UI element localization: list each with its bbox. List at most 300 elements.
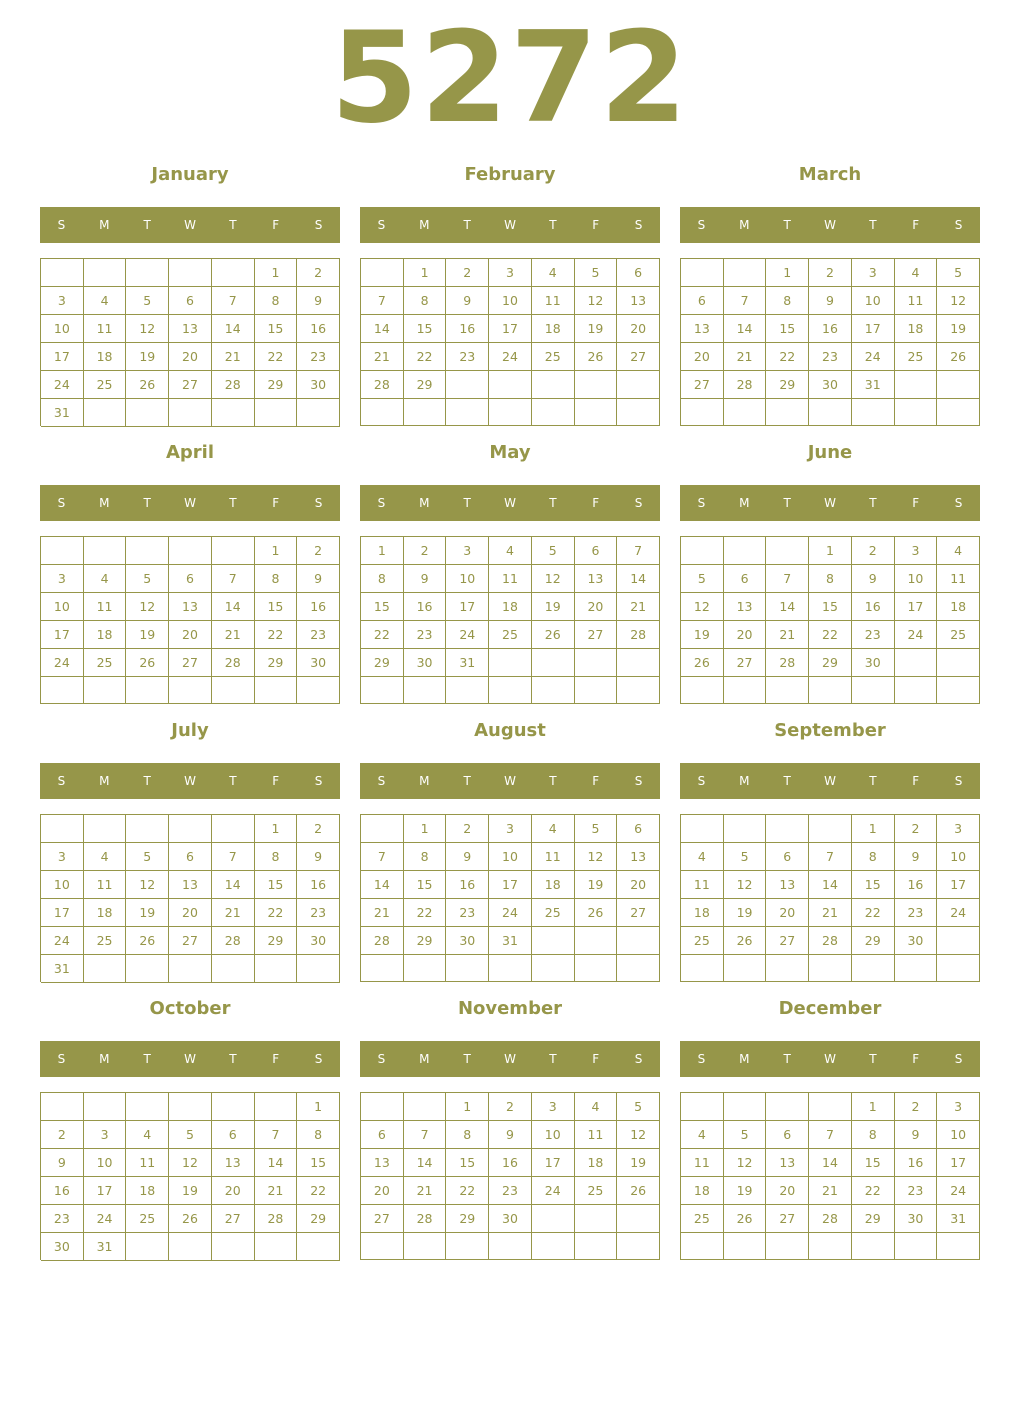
day-cell: 5 <box>126 565 169 593</box>
day-cell: 8 <box>446 1121 489 1149</box>
day-grid <box>40 814 340 982</box>
empty-day-cell <box>446 371 489 399</box>
day-cell: 12 <box>937 287 980 315</box>
day-grid <box>360 814 660 982</box>
day-cell: 15 <box>255 871 298 899</box>
day-cell: 29 <box>809 649 852 677</box>
empty-day-cell <box>489 371 532 399</box>
day-cell: 27 <box>724 649 767 677</box>
day-cell: 6 <box>766 843 809 871</box>
day-cell: 28 <box>766 649 809 677</box>
weekday-header <box>680 485 980 521</box>
empty-day-cell <box>255 677 298 704</box>
day-cell: 10 <box>937 843 980 871</box>
weekday-label: T <box>463 1052 471 1066</box>
day-cell: 31 <box>41 399 84 427</box>
day-cell: 1 <box>297 1093 340 1121</box>
day-cell: 22 <box>255 899 298 927</box>
day-cell: 4 <box>126 1121 169 1149</box>
weekday-label: W <box>504 774 516 788</box>
day-cell: 30 <box>446 927 489 955</box>
day-cell: 21 <box>212 621 255 649</box>
day-cell: 13 <box>169 871 212 899</box>
day-cell: 10 <box>446 565 489 593</box>
day-cell: 18 <box>84 899 127 927</box>
day-cell: 10 <box>852 287 895 315</box>
day-cell: 9 <box>895 1121 938 1149</box>
month-november <box>360 994 660 1264</box>
empty-day-cell <box>809 677 852 704</box>
day-grid <box>360 536 660 704</box>
weekday-label: M <box>739 774 750 788</box>
empty-day-cell <box>617 649 660 677</box>
weekday-label: T <box>463 496 471 510</box>
month-name: December <box>778 998 882 1019</box>
day-cell: 24 <box>446 621 489 649</box>
empty-day-cell <box>809 399 852 426</box>
day-cell: 19 <box>126 343 169 371</box>
day-cell: 21 <box>724 343 767 371</box>
day-cell: 15 <box>255 315 298 343</box>
day-cell: 29 <box>255 649 298 677</box>
empty-day-cell <box>361 955 404 982</box>
day-cell: 24 <box>41 927 84 955</box>
day-cell: 20 <box>617 315 660 343</box>
empty-day-cell <box>852 677 895 704</box>
day-grid <box>680 536 980 704</box>
day-cell: 11 <box>532 287 575 315</box>
day-cell: 11 <box>489 565 532 593</box>
weekday-label: T <box>229 218 237 232</box>
weekday-label: M <box>99 218 110 232</box>
day-cell: 2 <box>404 537 447 565</box>
empty-day-cell <box>404 1093 447 1121</box>
weekday-label: F <box>912 1052 920 1066</box>
month-name: November <box>457 998 563 1019</box>
empty-day-cell <box>126 955 169 983</box>
day-cell: 5 <box>532 537 575 565</box>
day-cell: 22 <box>809 621 852 649</box>
day-cell: 2 <box>809 259 852 287</box>
empty-day-cell <box>297 1233 340 1261</box>
day-cell: 10 <box>937 1121 980 1149</box>
weekday-header <box>360 207 660 243</box>
day-cell: 21 <box>809 1177 852 1205</box>
day-cell: 5 <box>617 1093 660 1121</box>
empty-day-cell <box>41 537 84 565</box>
empty-day-cell <box>489 1233 532 1260</box>
day-grid <box>40 1092 340 1260</box>
empty-day-cell <box>895 1233 938 1260</box>
day-cell: 21 <box>255 1177 298 1205</box>
day-cell: 13 <box>212 1149 255 1177</box>
day-cell: 16 <box>446 871 489 899</box>
weekday-label: T <box>463 218 471 232</box>
day-cell: 30 <box>404 649 447 677</box>
weekday-label: S <box>634 218 643 232</box>
day-cell: 13 <box>169 315 212 343</box>
day-cell: 1 <box>255 537 298 565</box>
day-cell: 25 <box>489 621 532 649</box>
weekday-label: S <box>954 774 963 788</box>
day-cell: 5 <box>126 843 169 871</box>
day-cell: 15 <box>255 593 298 621</box>
day-cell: 26 <box>126 927 169 955</box>
empty-day-cell <box>446 399 489 426</box>
weekday-label: T <box>869 774 877 788</box>
weekday-header <box>680 1041 980 1077</box>
empty-day-cell <box>255 1093 298 1121</box>
day-cell: 17 <box>41 621 84 649</box>
day-cell: 26 <box>126 649 169 677</box>
day-cell: 24 <box>937 1177 980 1205</box>
empty-day-cell <box>937 677 980 704</box>
day-cell: 7 <box>724 287 767 315</box>
empty-day-cell <box>766 1233 809 1260</box>
empty-day-cell <box>617 677 660 704</box>
empty-day-cell <box>617 371 660 399</box>
empty-day-cell <box>617 927 660 955</box>
empty-day-cell <box>532 1233 575 1260</box>
empty-day-cell <box>255 399 298 427</box>
weekday-label: F <box>592 218 600 232</box>
day-cell: 28 <box>212 649 255 677</box>
empty-day-cell <box>852 955 895 982</box>
year-title: 5272 <box>330 4 690 151</box>
weekday-label: S <box>57 1052 66 1066</box>
weekday-label: W <box>824 218 836 232</box>
day-cell: 20 <box>724 621 767 649</box>
day-cell: 29 <box>361 649 404 677</box>
day-cell: 17 <box>446 593 489 621</box>
weekday-label: M <box>99 1052 110 1066</box>
month-name: October <box>149 998 231 1019</box>
day-cell: 4 <box>84 565 127 593</box>
weekday-label: F <box>592 496 600 510</box>
empty-day-cell <box>126 1233 169 1261</box>
day-cell: 7 <box>212 565 255 593</box>
day-cell: 11 <box>937 565 980 593</box>
empty-day-cell <box>681 1093 724 1121</box>
day-cell: 14 <box>617 565 660 593</box>
day-cell: 4 <box>532 259 575 287</box>
weekday-label: M <box>99 496 110 510</box>
day-cell: 17 <box>489 871 532 899</box>
day-cell: 31 <box>84 1233 127 1261</box>
day-cell: 11 <box>681 1149 724 1177</box>
day-cell: 30 <box>895 1205 938 1233</box>
weekday-label: F <box>912 218 920 232</box>
day-cell: 8 <box>404 287 447 315</box>
empty-day-cell <box>766 955 809 982</box>
weekday-label: M <box>739 1052 750 1066</box>
day-cell: 17 <box>937 1149 980 1177</box>
day-cell: 27 <box>681 371 724 399</box>
empty-day-cell <box>255 955 298 983</box>
day-cell: 2 <box>297 537 340 565</box>
day-cell: 14 <box>212 871 255 899</box>
day-cell: 14 <box>212 315 255 343</box>
empty-day-cell <box>766 1093 809 1121</box>
weekday-header <box>680 763 980 799</box>
day-cell: 30 <box>489 1205 532 1233</box>
day-cell: 26 <box>575 343 618 371</box>
day-cell: 25 <box>575 1177 618 1205</box>
day-cell: 7 <box>766 565 809 593</box>
weekday-label: S <box>377 218 386 232</box>
day-cell: 10 <box>895 565 938 593</box>
day-cell: 23 <box>809 343 852 371</box>
day-cell: 10 <box>532 1121 575 1149</box>
day-cell: 25 <box>937 621 980 649</box>
day-cell: 31 <box>489 927 532 955</box>
empty-day-cell <box>724 1093 767 1121</box>
month-may <box>360 438 660 708</box>
day-cell: 22 <box>852 899 895 927</box>
weekday-label: M <box>739 496 750 510</box>
empty-day-cell <box>212 537 255 565</box>
day-cell: 9 <box>852 565 895 593</box>
day-cell: 2 <box>446 259 489 287</box>
day-cell: 14 <box>404 1149 447 1177</box>
empty-day-cell <box>404 399 447 426</box>
weekday-label: S <box>377 1052 386 1066</box>
day-cell: 16 <box>404 593 447 621</box>
empty-day-cell <box>84 537 127 565</box>
day-cell: 12 <box>126 593 169 621</box>
weekday-label: T <box>869 496 877 510</box>
weekday-header <box>40 207 340 243</box>
weekday-label: S <box>634 1052 643 1066</box>
day-cell: 8 <box>809 565 852 593</box>
weekday-label: F <box>592 1052 600 1066</box>
day-cell: 9 <box>297 565 340 593</box>
weekday-label: T <box>229 496 237 510</box>
empty-day-cell <box>809 1233 852 1260</box>
day-cell: 17 <box>937 871 980 899</box>
day-cell: 6 <box>169 843 212 871</box>
day-cell: 4 <box>84 287 127 315</box>
weekday-label: T <box>869 1052 877 1066</box>
day-cell: 6 <box>169 287 212 315</box>
empty-day-cell <box>297 955 340 983</box>
weekday-label: S <box>377 496 386 510</box>
day-cell: 17 <box>489 315 532 343</box>
day-cell: 14 <box>255 1149 298 1177</box>
weekday-label: W <box>184 496 196 510</box>
day-grid <box>680 1092 980 1260</box>
day-cell: 19 <box>724 1177 767 1205</box>
day-cell: 23 <box>404 621 447 649</box>
day-cell: 28 <box>809 1205 852 1233</box>
day-cell: 15 <box>404 871 447 899</box>
weekday-label: W <box>184 1052 196 1066</box>
day-cell: 29 <box>255 927 298 955</box>
day-grid <box>360 258 660 426</box>
weekday-label: M <box>419 496 430 510</box>
empty-day-cell <box>212 399 255 427</box>
day-cell: 31 <box>41 955 84 983</box>
day-cell: 23 <box>446 343 489 371</box>
empty-day-cell <box>937 1233 980 1260</box>
empty-day-cell <box>937 399 980 426</box>
empty-day-cell <box>212 677 255 704</box>
day-cell: 3 <box>489 815 532 843</box>
day-cell: 14 <box>809 1149 852 1177</box>
month-name: June <box>807 442 853 463</box>
empty-day-cell <box>852 1233 895 1260</box>
day-cell: 12 <box>681 593 724 621</box>
empty-day-cell <box>617 1233 660 1260</box>
day-cell: 23 <box>446 899 489 927</box>
month-name: February <box>464 164 556 185</box>
month-september <box>680 716 980 986</box>
day-cell: 26 <box>617 1177 660 1205</box>
day-cell: 7 <box>212 843 255 871</box>
empty-day-cell <box>41 677 84 704</box>
day-cell: 2 <box>41 1121 84 1149</box>
day-cell: 12 <box>724 871 767 899</box>
day-cell: 9 <box>404 565 447 593</box>
day-cell: 27 <box>766 927 809 955</box>
day-cell: 12 <box>617 1121 660 1149</box>
day-cell: 23 <box>895 899 938 927</box>
empty-day-cell <box>361 399 404 426</box>
weekday-label: T <box>783 496 791 510</box>
weekday-header <box>680 207 980 243</box>
month-name: July <box>171 720 209 741</box>
day-cell: 3 <box>852 259 895 287</box>
empty-day-cell <box>212 955 255 983</box>
empty-day-cell <box>575 649 618 677</box>
weekday-label: W <box>504 1052 516 1066</box>
empty-day-cell <box>575 927 618 955</box>
empty-day-cell <box>169 677 212 704</box>
weekday-label: S <box>697 1052 706 1066</box>
empty-day-cell <box>84 1093 127 1121</box>
day-cell: 19 <box>532 593 575 621</box>
day-cell: 4 <box>681 843 724 871</box>
day-cell: 1 <box>255 259 298 287</box>
weekday-label: S <box>954 218 963 232</box>
day-cell: 4 <box>532 815 575 843</box>
day-cell: 6 <box>617 259 660 287</box>
empty-day-cell <box>532 371 575 399</box>
day-cell: 25 <box>681 927 724 955</box>
empty-day-cell <box>937 927 980 955</box>
day-cell: 15 <box>404 315 447 343</box>
day-cell: 16 <box>852 593 895 621</box>
day-cell: 11 <box>681 871 724 899</box>
day-cell: 23 <box>297 621 340 649</box>
weekday-label: M <box>739 218 750 232</box>
day-cell: 30 <box>297 927 340 955</box>
empty-day-cell <box>84 399 127 427</box>
day-cell: 10 <box>489 287 532 315</box>
day-cell: 17 <box>41 899 84 927</box>
empty-day-cell <box>169 259 212 287</box>
day-cell: 8 <box>361 565 404 593</box>
day-cell: 11 <box>575 1121 618 1149</box>
empty-day-cell <box>361 1233 404 1260</box>
empty-day-cell <box>852 399 895 426</box>
empty-day-cell <box>532 677 575 704</box>
day-cell: 16 <box>489 1149 532 1177</box>
day-cell: 11 <box>126 1149 169 1177</box>
day-cell: 1 <box>404 815 447 843</box>
empty-day-cell <box>212 815 255 843</box>
day-cell: 21 <box>361 899 404 927</box>
day-cell: 28 <box>212 371 255 399</box>
empty-day-cell <box>297 677 340 704</box>
day-cell: 18 <box>126 1177 169 1205</box>
weekday-label: W <box>504 496 516 510</box>
weekday-header <box>40 763 340 799</box>
day-cell: 28 <box>724 371 767 399</box>
day-cell: 4 <box>681 1121 724 1149</box>
day-cell: 5 <box>724 1121 767 1149</box>
weekday-label: F <box>272 218 280 232</box>
empty-day-cell <box>84 815 127 843</box>
month-name: January <box>151 164 229 185</box>
weekday-header <box>360 1041 660 1077</box>
day-cell: 21 <box>809 899 852 927</box>
day-cell: 9 <box>297 843 340 871</box>
day-cell: 5 <box>937 259 980 287</box>
empty-day-cell <box>724 677 767 704</box>
empty-day-cell <box>617 399 660 426</box>
empty-day-cell <box>809 1093 852 1121</box>
day-cell: 3 <box>532 1093 575 1121</box>
weekday-label: F <box>272 496 280 510</box>
day-cell: 23 <box>852 621 895 649</box>
empty-day-cell <box>724 815 767 843</box>
empty-day-cell <box>681 677 724 704</box>
day-cell: 21 <box>617 593 660 621</box>
weekday-label: S <box>697 774 706 788</box>
day-cell: 24 <box>489 899 532 927</box>
day-cell: 27 <box>617 899 660 927</box>
day-cell: 29 <box>255 371 298 399</box>
day-cell: 19 <box>126 899 169 927</box>
empty-day-cell <box>895 677 938 704</box>
day-cell: 14 <box>724 315 767 343</box>
day-cell: 10 <box>489 843 532 871</box>
month-june <box>680 438 980 708</box>
weekday-label: S <box>57 496 66 510</box>
day-cell: 14 <box>361 871 404 899</box>
day-cell: 16 <box>809 315 852 343</box>
day-cell: 25 <box>84 371 127 399</box>
empty-day-cell <box>169 1093 212 1121</box>
weekday-label: F <box>912 774 920 788</box>
day-cell: 18 <box>937 593 980 621</box>
month-name: May <box>489 442 531 463</box>
day-cell: 8 <box>255 843 298 871</box>
weekday-label: T <box>549 218 557 232</box>
day-cell: 24 <box>41 649 84 677</box>
day-grid <box>40 536 340 704</box>
day-cell: 24 <box>489 343 532 371</box>
empty-day-cell <box>681 259 724 287</box>
weekday-label: W <box>824 1052 836 1066</box>
month-name: August <box>474 720 546 741</box>
empty-day-cell <box>169 537 212 565</box>
day-cell: 23 <box>41 1205 84 1233</box>
day-cell: 29 <box>404 371 447 399</box>
day-cell: 22 <box>255 621 298 649</box>
day-cell: 18 <box>84 343 127 371</box>
